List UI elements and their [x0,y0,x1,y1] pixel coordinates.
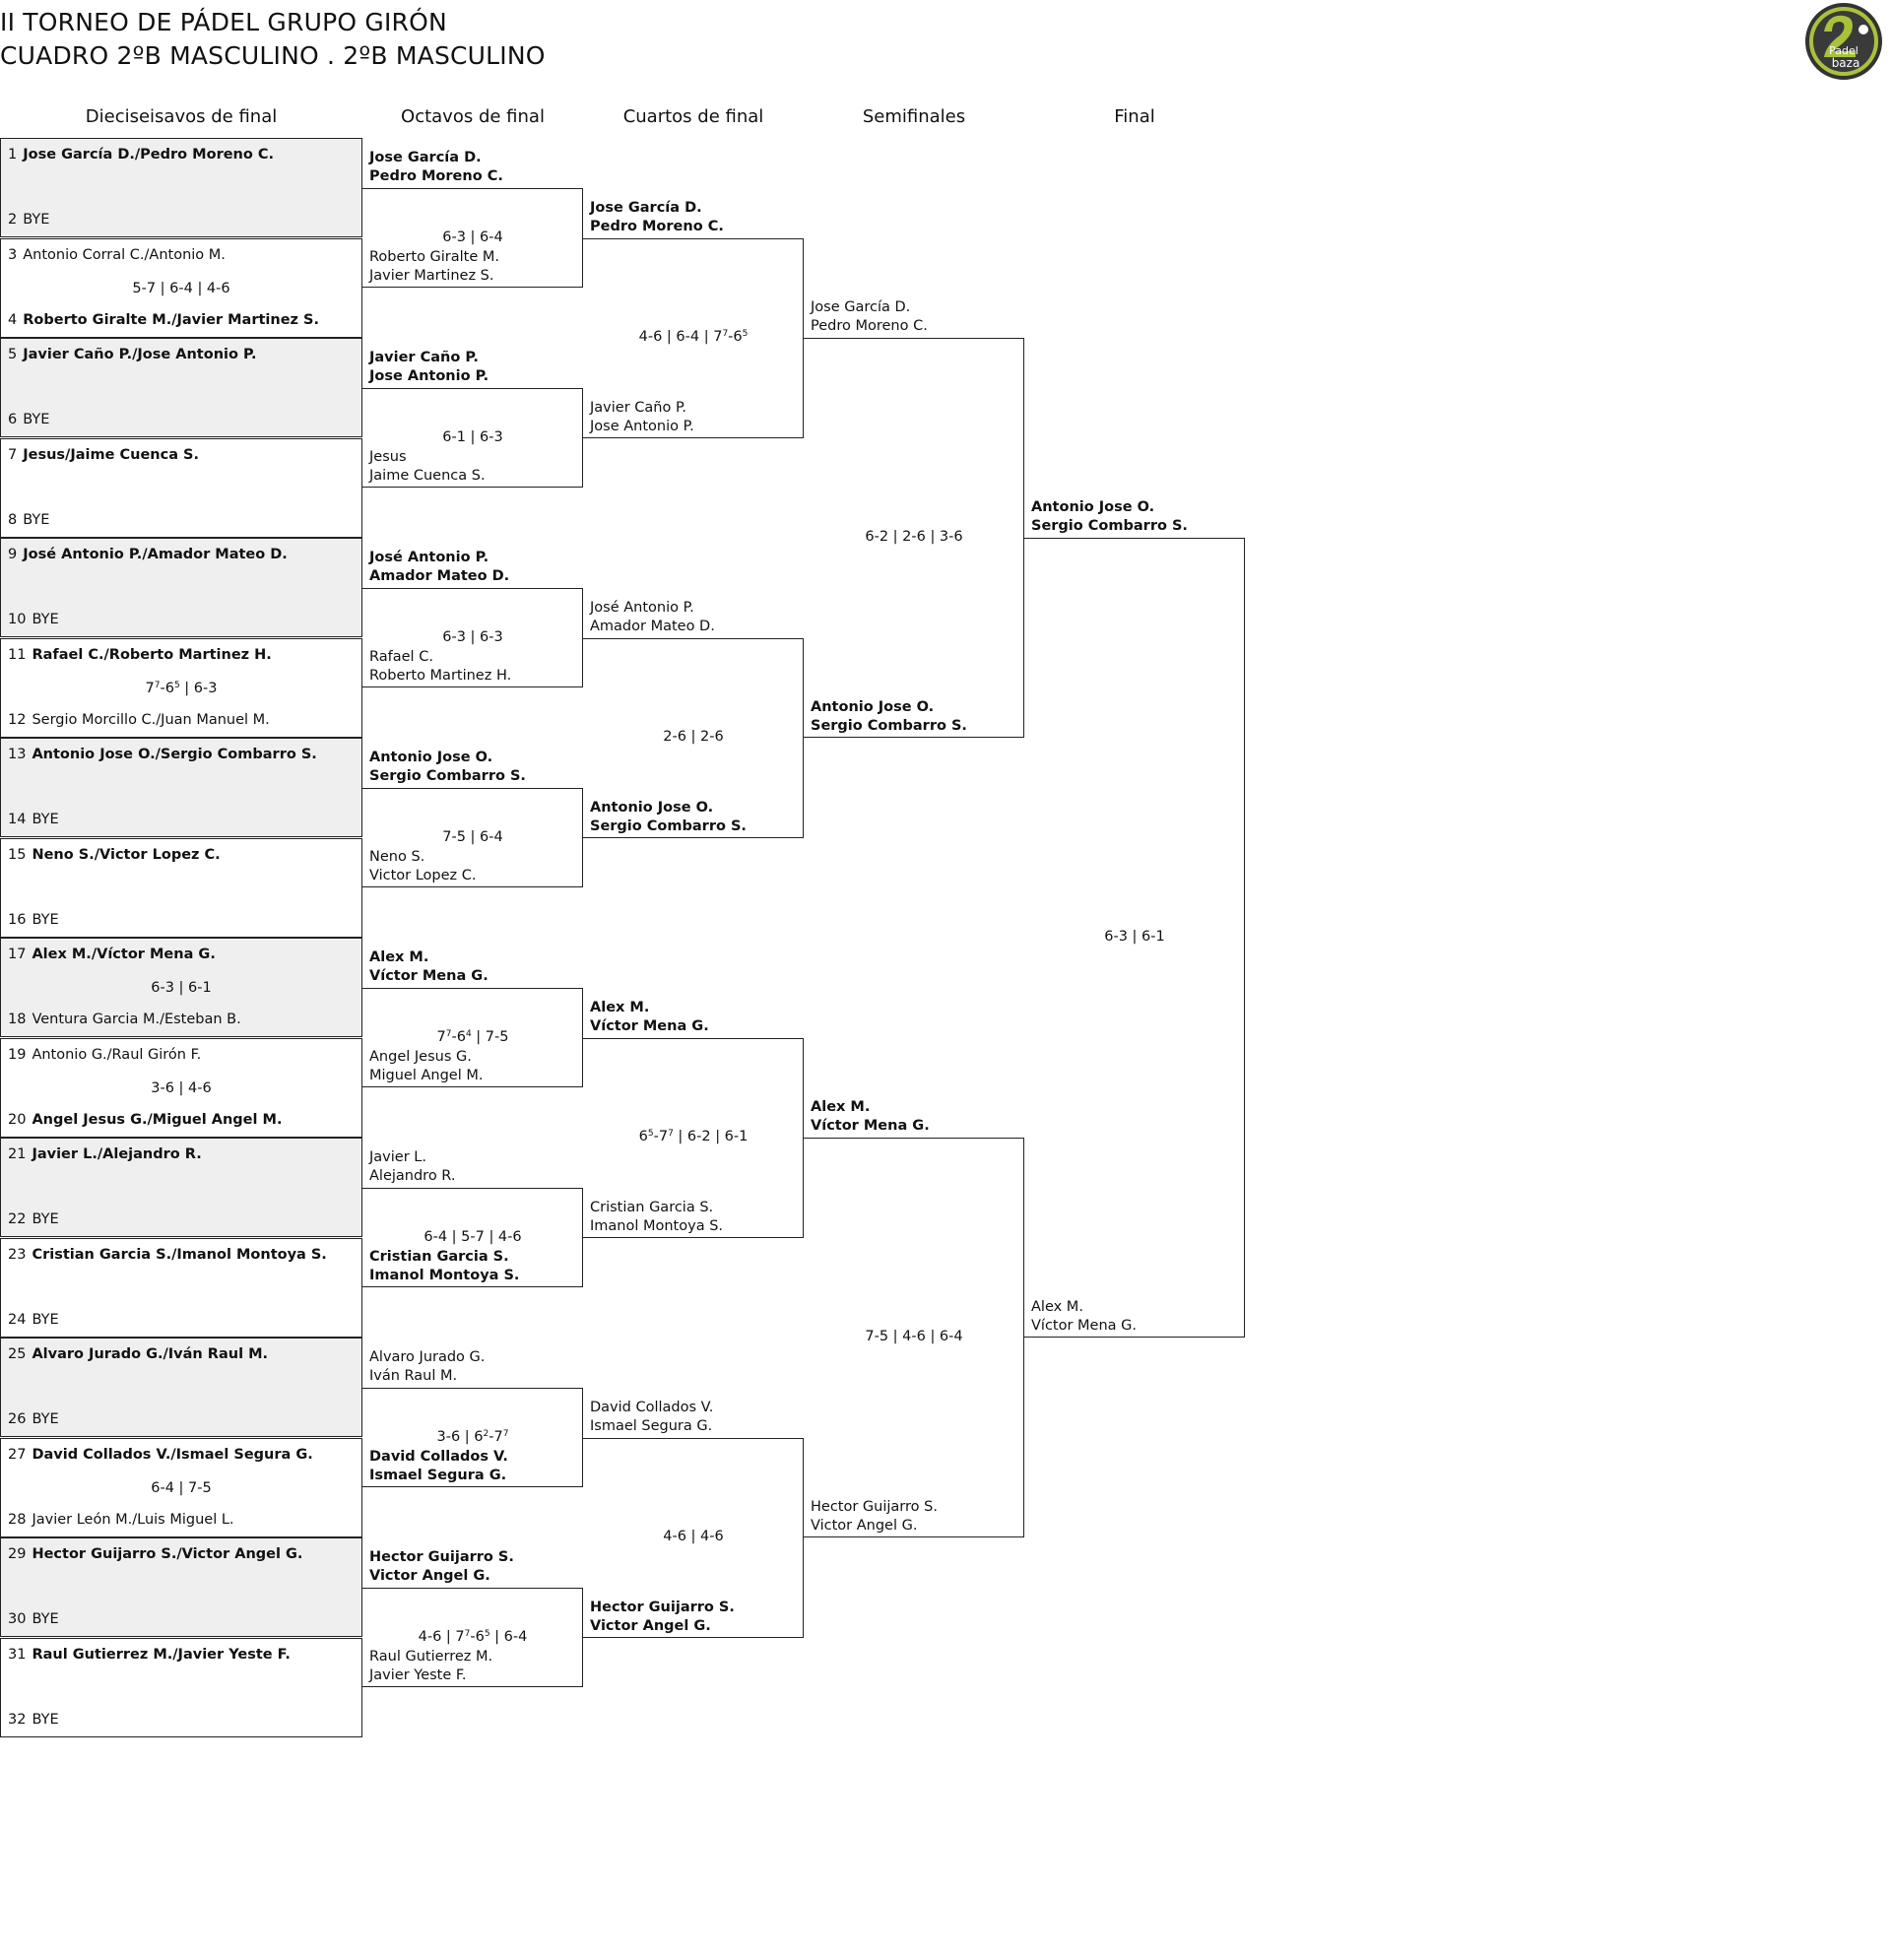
team-slot-bottom [8,1012,241,1027]
seed-number: 1 [8,147,18,163]
player-name: Antonio Jose O. [1031,499,1155,515]
player-name: Sergio Combarro S. [1031,518,1188,534]
team-name: Javier Caño P./Jose Antonio P. [23,347,257,362]
advanced-team [369,1448,508,1485]
seed-number: 14 [8,812,27,827]
team-slot-top [8,447,199,463]
team-slot-top [8,947,216,962]
player-name: David Collados V. [590,1399,714,1415]
player-name: Neno S. [369,849,425,866]
match-score: 6-3 | 6-1 [151,980,212,996]
seed-number: 7 [8,446,18,463]
player-name: Alex M. [590,999,650,1015]
team-name: Rafael C./Roberto Martinez H. [32,646,272,663]
draw-subtitle: CUADRO 2ºB MASCULINO . 2ºB MASCULINO [0,41,546,70]
first-round-match [0,438,362,538]
first-round-match [0,938,362,1037]
first-round-match [0,538,362,637]
seed-number: 13 [8,747,27,762]
seed-number: 27 [8,1446,27,1463]
player-name: Imanol Montoya S. [590,1217,724,1234]
team-slot-top [8,547,288,562]
seed-number: 29 [8,1546,27,1562]
player-name: Jesus [369,449,407,466]
team-name: Neno S./Victor Lopez C. [32,846,221,863]
team-name: BYE [23,212,50,228]
team-name: Cristian Garcia S./Imanol Montoya S. [32,1246,327,1263]
seed-number: 22 [8,1211,27,1227]
team-name: Hector Guijarro S./Victor Angel G. [32,1546,303,1562]
player-name: Jose García D. [590,199,702,216]
seed-number: 19 [8,1046,27,1063]
player-name: Alejandro R. [369,1167,456,1184]
player-name: Cristian Garcia S. [369,1249,509,1266]
player-name: Sergio Combarro S. [369,767,526,784]
team-name: Angel Jesus G./Miguel Angel M. [32,1111,283,1128]
advanced-team [369,1548,514,1586]
player-name: Sergio Combarro S. [811,718,967,734]
player-name: Miguel Angel M. [369,1068,484,1084]
seed-number: 12 [8,711,27,728]
team-slot-bottom [8,412,49,427]
advanced-team [590,199,724,236]
match-score: 6-2 | 2-6 | 3-6 [865,529,963,545]
player-name: David Collados V. [369,1449,508,1466]
first-round-match [0,1537,362,1637]
team-slot-top [8,247,226,263]
match-score: $7^7-6^5$ | 6-3 [145,680,218,696]
advanced-team [811,1498,938,1535]
round-header-r4: Semifinales [862,106,966,127]
player-name: Alex M. [1031,1299,1083,1315]
player-name: Pedro Moreno C. [811,318,928,334]
player-name: Víctor Mena G. [811,1118,930,1134]
svg-text:baza: baza [1831,56,1860,70]
team-name: Jesus/Jaime Cuenca S. [23,446,199,463]
advanced-team [1031,1298,1137,1336]
player-name: Victor Lopez C. [369,868,477,884]
team-slot-top [8,1247,327,1263]
player-name: Victor Angel G. [590,1617,711,1634]
advanced-team [590,1199,723,1236]
match-score: 7-5 | 6-4 [442,828,503,845]
match-score: 4-6 | 4-6 [663,1529,724,1544]
first-round-match [0,1638,362,1737]
seed-number: 2 [8,212,18,228]
advanced-team [590,1399,713,1436]
team-name: BYE [32,812,59,827]
team-name: José Antonio P./Amador Mateo D. [23,547,288,562]
match-score: $6^5-7^7$ | 6-2 | 6-1 [638,1129,749,1144]
team-name: BYE [32,1211,59,1227]
player-name: Alvaro Jurado G. [369,1348,486,1365]
round-header-r3: Cuartos de final [622,106,764,127]
team-slot-bottom [8,912,59,928]
team-name: David Collados V./Ismael Segura G. [32,1446,313,1463]
match-score: 4-6 | $7^7-6^5$ | 6-4 [418,1628,528,1645]
player-name: Hector Guijarro S. [369,1548,514,1565]
player-name: Víctor Mena G. [590,1017,709,1034]
seed-number: 10 [8,612,27,627]
team-name: Antonio Corral C./Antonio M. [23,246,226,263]
player-name: Hector Guijarro S. [811,1499,938,1515]
match-score: 3-6 | $6^2-7^7$ [436,1428,509,1445]
team-slot-top [8,1447,313,1463]
player-name: Jaime Cuenca S. [369,468,486,485]
advanced-team [590,799,747,836]
team-slot-top [8,1047,201,1063]
player-name: Victor Angel G. [369,1567,490,1584]
player-name: Sergio Combarro S. [590,817,747,834]
team-slot-top [8,1146,202,1162]
team-slot-bottom [8,1712,59,1728]
seed-number: 16 [8,911,27,928]
player-name: Amador Mateo D. [369,567,510,584]
player-name: Alex M. [369,948,429,965]
team-name: BYE [23,511,50,528]
match-score: 3-6 | 4-6 [151,1079,212,1096]
first-round-match [0,1038,362,1138]
seed-number: 30 [8,1611,27,1627]
team-name: BYE [23,412,50,427]
match-score: 2-6 | 2-6 [663,729,724,745]
team-slot-top [8,647,272,663]
advanced-team [369,248,499,286]
team-slot-bottom [8,312,319,328]
first-round-match [0,1238,362,1338]
round-header-r2: Octavos de final [401,106,545,127]
advanced-team [369,749,526,786]
seed-number: 15 [8,846,27,863]
player-name: Raul Gutierrez M. [369,1649,493,1666]
player-name: Rafael C. [369,649,433,666]
player-name: Alex M. [811,1099,871,1115]
round-header-r1: Dieciseisavos de final [85,106,278,127]
player-name: Víctor Mena G. [1031,1318,1138,1334]
player-name: Jose Antonio P. [369,367,489,384]
seed-number: 31 [8,1646,27,1663]
player-name: Javier Caño P. [590,399,687,416]
first-round-match [0,1338,362,1437]
seed-number: 6 [8,412,18,427]
player-name: Víctor Mena G. [369,967,489,984]
team-slot-bottom [8,1512,234,1528]
player-name: Pedro Moreno C. [369,167,503,184]
team-name: Antonio Jose O./Sergio Combarro S. [32,747,317,762]
seed-number: 25 [8,1346,27,1362]
seed-number: 32 [8,1711,27,1728]
seed-number: 17 [8,947,27,962]
player-name: Roberto Giralte M. [369,249,500,266]
match-score: 4-6 | 6-4 | $7^7-6^5$ [638,329,749,345]
team-name: Raul Gutierrez M./Javier Yeste F. [32,1646,291,1663]
player-name: Pedro Moreno C. [590,218,724,234]
first-round-match [0,138,362,237]
team-slot-bottom [8,1312,59,1328]
advanced-team [590,999,709,1036]
seed-number: 23 [8,1246,27,1263]
team-name: Sergio Morcillo C./Juan Manuel M. [32,711,270,728]
advanced-team [369,1348,485,1386]
advanced-team [369,948,489,986]
advanced-team [1031,498,1188,536]
player-name: Javier L. [369,1148,426,1165]
team-name: BYE [32,1611,59,1627]
player-name: Javier Martinez S. [369,268,494,285]
advanced-team [811,298,928,336]
team-slot-top [8,1346,268,1362]
player-name: Amador Mateo D. [590,618,715,634]
match-score: 6-4 | 7-5 [151,1479,212,1496]
seed-number: 28 [8,1511,27,1528]
match-score: 6-3 | 6-3 [442,628,503,645]
first-round-match [0,238,362,338]
seed-number: 3 [8,246,18,263]
match-score: $7^7-6^4$ | 7-5 [436,1028,509,1045]
advanced-team [590,599,715,636]
player-name: Ismael Segura G. [369,1468,507,1484]
player-name: José Antonio P. [590,599,694,616]
player-name: Javier Yeste F. [369,1667,467,1684]
team-name: Antonio G./Raul Girón F. [32,1046,202,1063]
team-slot-bottom [8,1112,282,1128]
match-score: 6-3 | 6-1 [1104,929,1165,945]
player-name: Antonio Jose O. [811,699,935,715]
seed-number: 21 [8,1146,27,1162]
team-slot-bottom [8,712,270,728]
advanced-team [369,349,489,386]
advanced-team [369,1648,492,1685]
match-score: 7-5 | 4-6 | 6-4 [865,1329,963,1344]
advanced-team [369,1048,483,1085]
team-slot-top [8,847,221,863]
svg-text:Padel: Padel [1829,44,1858,57]
player-name: Victor Angel G. [811,1518,918,1534]
advanced-team [369,848,477,885]
team-name: BYE [32,1711,59,1728]
first-round-match [0,638,362,738]
team-name: Jose García D./Pedro Moreno C. [23,147,275,163]
team-slot-bottom [8,212,49,228]
seed-number: 9 [8,547,18,562]
advanced-team [590,399,694,436]
player-name: Javier Caño P. [369,349,479,365]
team-name: BYE [32,911,59,928]
team-slot-top [8,1546,302,1562]
seed-number: 11 [8,646,27,663]
advanced-team [590,1599,735,1636]
advanced-team [369,149,503,186]
player-name: Jose García D. [369,149,482,165]
team-name: Roberto Giralte M./Javier Martinez S. [23,311,319,328]
team-slot-bottom [8,1411,59,1427]
team-slot-top [8,747,317,762]
team-slot-top [8,347,256,362]
first-round-match [0,738,362,837]
first-round-match [0,1138,362,1237]
team-slot-top [8,1647,291,1663]
team-slot-bottom [8,1611,59,1627]
player-name: Angel Jesus G. [369,1049,472,1066]
advanced-team [369,1248,519,1285]
team-name: BYE [32,612,59,627]
team-slot-bottom [8,512,49,528]
match-score: 6-1 | 6-3 [442,428,503,445]
player-name: Ismael Segura G. [590,1417,713,1434]
padel-baza-logo [1804,2,1883,81]
match-score: 6-3 | 6-4 [442,229,503,245]
team-slot-bottom [8,1211,59,1227]
first-round-match [0,838,362,938]
advanced-team [369,448,486,486]
team-name: BYE [32,1311,59,1328]
first-round-match [0,338,362,437]
tournament-title: II TORNEO DE PÁDEL GRUPO GIRÓN [0,8,447,36]
player-name: Roberto Martinez H. [369,668,512,685]
seed-number: 20 [8,1111,27,1128]
player-name: José Antonio P. [369,549,489,565]
team-name: Ventura Garcia M./Esteban B. [32,1012,241,1027]
team-name: Alex M./Víctor Mena G. [32,947,216,962]
advanced-team [811,698,967,736]
player-name: Antonio Jose O. [590,799,714,816]
team-name: Javier L./Alejandro R. [32,1146,202,1162]
seed-number: 4 [8,311,18,328]
advanced-team [369,648,511,686]
seed-number: 26 [8,1411,27,1427]
match-score: 5-7 | 6-4 | 4-6 [132,280,230,296]
team-slot-bottom [8,612,59,627]
team-slot-top [8,147,274,163]
advanced-team [369,549,509,586]
round-header-r5: Final [1114,106,1155,127]
seed-number: 18 [8,1012,27,1027]
player-name: Jose García D. [811,299,911,315]
team-slot-bottom [8,812,59,827]
first-round-match [0,1438,362,1537]
player-name: Cristian Garcia S. [590,1199,714,1215]
seed-number: 24 [8,1311,27,1328]
seed-number: 5 [8,347,18,362]
advanced-team [369,1148,455,1186]
player-name: Antonio Jose O. [369,749,493,765]
advanced-team [811,1098,930,1136]
match-score: 6-4 | 5-7 | 4-6 [424,1228,522,1245]
player-name: Iván Raul M. [369,1367,458,1384]
player-name: Imanol Montoya S. [369,1268,520,1284]
player-name: Hector Guijarro S. [590,1599,735,1615]
team-name: Alvaro Jurado G./Iván Raul M. [32,1346,269,1362]
player-name: Jose Antonio P. [590,418,694,434]
seed-number: 8 [8,511,18,528]
team-name: Javier León M./Luis Miguel L. [32,1511,234,1528]
team-name: BYE [32,1411,59,1427]
